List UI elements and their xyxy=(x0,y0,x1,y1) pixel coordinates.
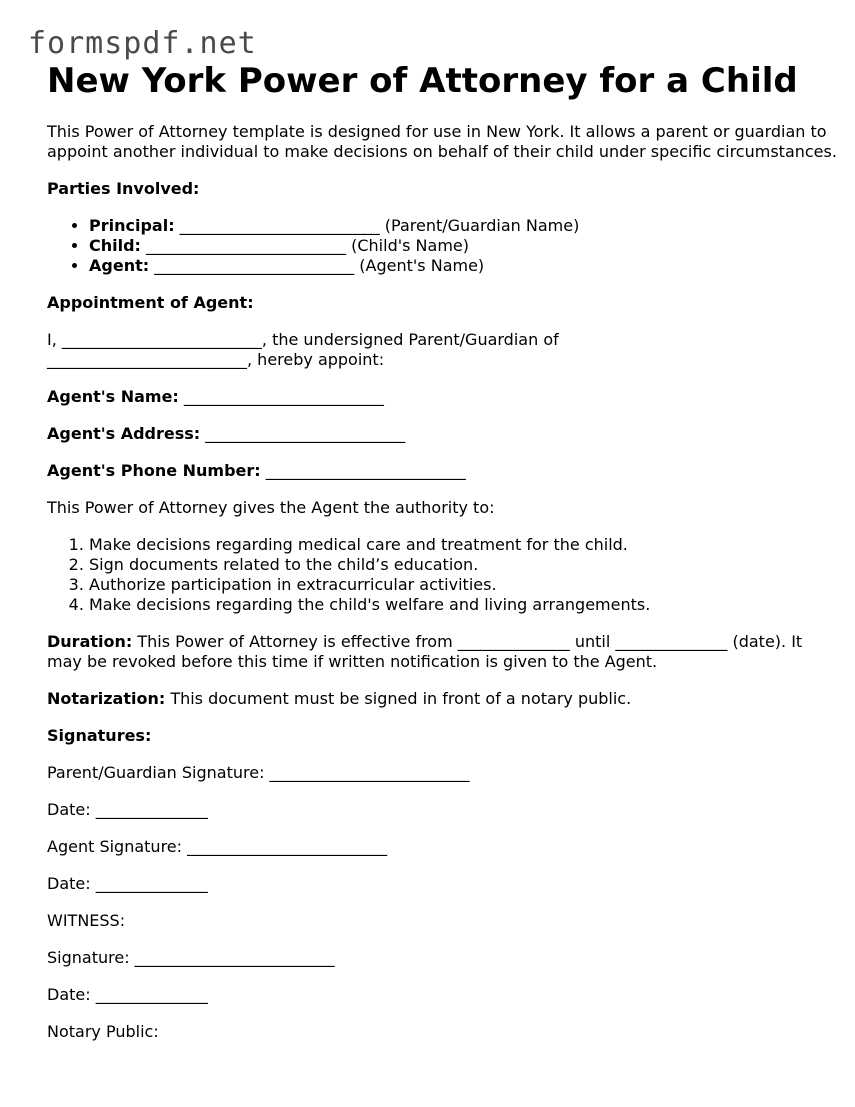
authority-intro: This Power of Attorney gives the Agent the authority to: xyxy=(47,498,495,517)
party-principal: • Principal: _________________________ (Parent/Guardian Name) xyxy=(89,216,837,236)
authority-item: 3. Authorize participation in extracurricular activities. xyxy=(89,575,837,595)
party-agent: • Agent: _________________________ (Agent's Name) xyxy=(89,256,837,276)
document-body xyxy=(47,122,837,1059)
notary-public-line: Notary Public: xyxy=(47,1022,159,1041)
authority-list xyxy=(47,535,837,615)
agent-phone-field: Agent's Phone Number: _________________________ xyxy=(47,461,466,480)
watermark: formspdf.net xyxy=(28,26,257,61)
agent-signature-line: Agent Signature: _________________________ xyxy=(47,837,388,856)
authority-item: 2. Sign documents related to the child’s education. xyxy=(89,555,837,575)
parties-list xyxy=(47,216,837,276)
agent-name-field: Agent's Name: _________________________ xyxy=(47,387,384,406)
signatures-heading: Signatures: xyxy=(47,726,152,745)
witness-date-line: Date: ______________ xyxy=(47,985,208,1004)
duration-paragraph: Duration: This Power of Attorney is effective from ______________ until ______________ (date). It may be revoked before this time if written notification is given to the Agent. xyxy=(47,632,803,671)
witness-signature-line: Signature: _________________________ xyxy=(47,948,335,967)
appointment-heading: Appointment of Agent: xyxy=(47,293,254,312)
notarization-paragraph: Notarization: This document must be signed in front of a notary public. xyxy=(47,689,632,708)
witness-heading: WITNESS: xyxy=(47,911,126,930)
party-child: • Child: _________________________ (Child's Name) xyxy=(89,236,837,256)
parties-heading: Parties Involved: xyxy=(47,179,200,198)
intro-paragraph: This Power of Attorney template is designed for use in New York. It allows a parent or guardian to appoint another individual to make decisions on behalf of their child under specific circumstances. xyxy=(47,122,837,161)
parent-date-line: Date: ______________ xyxy=(47,800,208,819)
authority-item: 4. Make decisions regarding the child's welfare and living arrangements. xyxy=(89,595,837,615)
authority-item: 1. Make decisions regarding medical care and treatment for the child. xyxy=(89,535,837,555)
agent-address-field: Agent's Address: _________________________ xyxy=(47,424,406,443)
page-title: New York Power of Attorney for a Child xyxy=(47,61,798,101)
appointment-text: I, _________________________, the undersigned Parent/Guardian of _________________________, hereby appoint: xyxy=(47,330,559,369)
agent-date-line: Date: ______________ xyxy=(47,874,208,893)
parent-signature-line: Parent/Guardian Signature: _________________________ xyxy=(47,763,470,782)
